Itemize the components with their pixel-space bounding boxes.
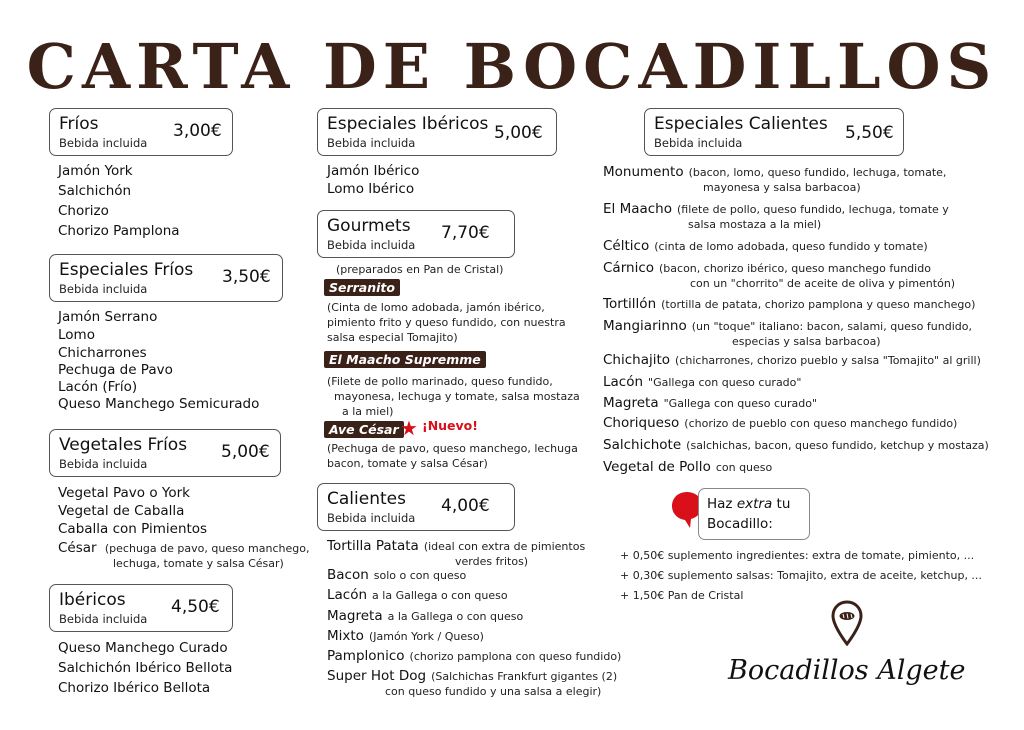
item-name: Magreta bbox=[603, 395, 659, 411]
item-description: con queso fundido y una salsa a elegir) bbox=[385, 685, 602, 698]
drink-included-label: Bebida incluida bbox=[327, 511, 416, 525]
item-description: (chorizo de pueblo con queso manchego fundido) bbox=[684, 417, 958, 430]
item-description: "Gallega con queso curado" bbox=[663, 397, 818, 410]
menu-item: Queso Manchego Semicurado bbox=[58, 396, 260, 412]
section-header-calientes bbox=[317, 483, 515, 531]
menu-item: Pechuga de Pavo bbox=[58, 362, 173, 378]
item-name: Pamplonico bbox=[327, 648, 405, 664]
extra-line2: Bocadillo: bbox=[707, 516, 773, 532]
menu-item: Caballa con Pimientos bbox=[58, 521, 208, 537]
section-name: Especiales Fríos bbox=[59, 260, 194, 280]
section-price: 5,00€ bbox=[494, 123, 543, 143]
menu-item bbox=[603, 459, 772, 475]
item-description: (Jamón York / Queso) bbox=[368, 630, 484, 643]
item-name: Mixto bbox=[327, 628, 364, 644]
section-name: Ibéricos bbox=[59, 590, 126, 610]
menu-item bbox=[327, 668, 617, 684]
item-name: Salchichote bbox=[603, 437, 682, 453]
menu-item bbox=[603, 296, 975, 312]
item-description: (un "toque" italiano: bacon, salami, queso fundido, bbox=[691, 320, 972, 333]
section-price: 5,00€ bbox=[221, 442, 270, 462]
drink-included-label: Bebida incluida bbox=[59, 136, 148, 150]
section-header-gourmets bbox=[317, 210, 515, 258]
item-description: (filete de pollo, queso fundido, lechuga, tomate y bbox=[677, 203, 949, 216]
item-description-line: salsa especial Tomajito) bbox=[327, 331, 458, 344]
menu-item bbox=[603, 352, 981, 368]
section-price: 3,50€ bbox=[222, 267, 271, 287]
menu-item-cesar bbox=[58, 540, 309, 556]
menu-item bbox=[327, 648, 621, 664]
extra-box bbox=[698, 488, 810, 540]
menu-item bbox=[603, 395, 817, 411]
menu-item: Jamón Serrano bbox=[58, 309, 158, 325]
menu-item bbox=[603, 374, 801, 390]
item-description: a la Gallega o con queso bbox=[372, 589, 508, 602]
location-pin-icon bbox=[831, 600, 863, 646]
item-description: verdes fritos) bbox=[455, 555, 529, 568]
item-description: lechuga, tomate y salsa César) bbox=[113, 557, 284, 570]
section-header-vegetales-frios bbox=[49, 429, 281, 477]
menu-item bbox=[603, 260, 931, 276]
drink-included-label: Bebida incluida bbox=[59, 282, 148, 296]
tag-serranito: Serranito bbox=[324, 279, 400, 296]
menu-item bbox=[603, 437, 989, 453]
item-name: Cárnico bbox=[603, 260, 655, 276]
item-name: Magreta bbox=[327, 608, 383, 624]
item-name: Monumento bbox=[603, 164, 684, 180]
item-description: con un "chorrito" de aceite de oliva y pimentón) bbox=[690, 277, 956, 290]
menu-item: Chorizo Pamplona bbox=[58, 223, 180, 239]
section-header-especiales-calientes bbox=[644, 108, 904, 156]
menu-item: Chorizo bbox=[58, 203, 109, 219]
item-description: salsa mostaza a la miel) bbox=[688, 218, 822, 231]
menu-item bbox=[603, 201, 949, 217]
item-name: Mangiarinno bbox=[603, 318, 687, 334]
extra-item: + 0,50€ suplemento ingredientes: extra de tomate, pimiento, ... bbox=[620, 549, 975, 562]
item-description: (ideal con extra de pimientos bbox=[423, 540, 586, 553]
item-description: especias y salsa barbacoa) bbox=[732, 335, 881, 348]
menu-item: Jamón York bbox=[58, 163, 133, 179]
item-name: El Maacho bbox=[603, 201, 673, 217]
section-header-ibericos bbox=[49, 584, 233, 632]
item-name: Choriqueso bbox=[603, 415, 680, 431]
section-name: Especiales Calientes bbox=[654, 114, 828, 134]
menu-item bbox=[603, 318, 972, 334]
drink-included-label: Bebida incluida bbox=[327, 238, 416, 252]
section-name: Calientes bbox=[327, 489, 406, 509]
item-name: Bacon bbox=[327, 567, 369, 583]
item-description-line: mayonesa, lechuga y tomate, salsa mostaza bbox=[334, 390, 580, 403]
item-description-line: (Cinta de lomo adobada, jamón ibérico, bbox=[327, 301, 545, 314]
item-name: Lacón bbox=[603, 374, 644, 390]
menu-item: Chicharrones bbox=[58, 345, 147, 361]
section-name: Gourmets bbox=[327, 216, 411, 236]
menu-item: Vegetal de Caballa bbox=[58, 503, 185, 519]
section-price: 4,50€ bbox=[171, 597, 220, 617]
menu-item bbox=[603, 238, 928, 254]
extra-line1 bbox=[707, 496, 790, 512]
extra-text: Haz bbox=[707, 496, 737, 512]
item-name: Super Hot Dog bbox=[327, 668, 427, 684]
drink-included-label: Bebida incluida bbox=[327, 136, 416, 150]
item-name: Lacón bbox=[327, 587, 368, 603]
menu-item: Salchichón bbox=[58, 183, 132, 199]
menu-item bbox=[327, 608, 523, 624]
section-header-frios bbox=[49, 108, 233, 156]
menu-item bbox=[603, 415, 957, 431]
item-name: Vegetal de Pollo bbox=[603, 459, 711, 475]
section-price: 4,00€ bbox=[441, 496, 490, 516]
menu-item bbox=[327, 567, 466, 583]
section-price: 3,00€ bbox=[173, 121, 222, 141]
brand-logo: Bocadillos Algete bbox=[728, 655, 966, 686]
item-description-line: (Filete de pollo marinado, queso fundido, bbox=[327, 375, 553, 388]
extra-item: + 1,50€ Pan de Cristal bbox=[620, 589, 744, 602]
item-name: Céltico bbox=[603, 238, 650, 254]
drink-included-label: Bebida incluida bbox=[654, 136, 743, 150]
section-price: 7,70€ bbox=[441, 223, 490, 243]
item-name: César bbox=[58, 540, 97, 556]
extra-item: + 0,30€ suplemento salsas: Tomajito, extra de aceite, ketchup, ... bbox=[620, 569, 982, 582]
tag-el-maacho-supremme: El Maacho Supremme bbox=[324, 351, 486, 368]
section-header-especiales-frios bbox=[49, 254, 283, 302]
item-description-line: a la miel) bbox=[342, 405, 394, 418]
menu-item: Lomo Ibérico bbox=[327, 181, 415, 197]
page-title: CARTA DE BOCADILLOS bbox=[26, 30, 998, 103]
menu-item bbox=[327, 628, 484, 644]
item-description: (pechuga de pavo, queso manchego, bbox=[104, 542, 310, 555]
drink-included-label: Bebida incluida bbox=[59, 612, 148, 626]
tag-ave-cesar: Ave César bbox=[324, 421, 404, 438]
section-name: Vegetales Fríos bbox=[59, 435, 188, 455]
item-description: (Salchichas Frankfurt gigantes (2) bbox=[431, 670, 618, 683]
menu-item bbox=[327, 587, 508, 603]
menu-item: Lacón (Frío) bbox=[58, 379, 138, 395]
menu-item: Salchichón Ibérico Bellota bbox=[58, 660, 233, 676]
section-price: 5,50€ bbox=[845, 123, 894, 143]
item-description-line: pimiento frito y queso fundido, con nuestra bbox=[327, 316, 566, 329]
gourmets-note: (preparados en Pan de Cristal) bbox=[336, 263, 504, 276]
menu-item bbox=[327, 538, 585, 554]
item-description: (bacon, lomo, queso fundido, lechuga, tomate, bbox=[688, 166, 947, 179]
star-icon: ★ bbox=[400, 416, 418, 440]
item-description: (tortilla de patata, chorizo pamplona y queso manchego) bbox=[661, 298, 976, 311]
extra-emphasis: extra bbox=[736, 496, 773, 512]
drink-included-label: Bebida incluida bbox=[59, 457, 148, 471]
item-description: con queso bbox=[715, 461, 773, 474]
item-name: Tortillón bbox=[603, 296, 657, 312]
item-description: (bacon, chorizo ibérico, queso manchego fundido bbox=[659, 262, 931, 275]
item-name: Chichajito bbox=[603, 352, 671, 368]
item-description: (chicharrones, chorizo pueblo y salsa "Tomajito" al grill) bbox=[675, 354, 981, 367]
item-description: solo o con queso bbox=[373, 569, 467, 582]
section-name: Especiales Ibéricos bbox=[327, 114, 489, 134]
menu-item: Chorizo Ibérico Bellota bbox=[58, 680, 211, 696]
item-description-line: bacon, tomate y salsa César) bbox=[327, 457, 488, 470]
menu-item: Vegetal Pavo o York bbox=[58, 485, 190, 501]
item-description: a la Gallega o con queso bbox=[387, 610, 524, 623]
menu-item bbox=[603, 164, 946, 180]
item-description-line: (Pechuga de pavo, queso manchego, lechuga bbox=[327, 442, 578, 455]
item-name: Tortilla Patata bbox=[327, 538, 419, 554]
new-badge: ¡Nuevo! bbox=[422, 418, 478, 433]
item-description: (cinta de lomo adobada, queso fundido y tomate) bbox=[654, 240, 928, 253]
section-header-especiales-ibericos bbox=[317, 108, 557, 156]
menu-item: Jamón Ibérico bbox=[327, 163, 420, 179]
menu-item: Queso Manchego Curado bbox=[58, 640, 228, 656]
item-description: mayonesa y salsa barbacoa) bbox=[703, 181, 861, 194]
item-description: (salchichas, bacon, queso fundido, ketchup y mostaza) bbox=[686, 439, 989, 452]
menu-item: Lomo bbox=[58, 327, 95, 343]
item-description: "Gallega con queso curado" bbox=[648, 376, 802, 389]
section-name: Fríos bbox=[59, 114, 99, 134]
item-description: (chorizo pamplona con queso fundido) bbox=[409, 650, 622, 663]
extra-text: tu bbox=[772, 496, 791, 512]
